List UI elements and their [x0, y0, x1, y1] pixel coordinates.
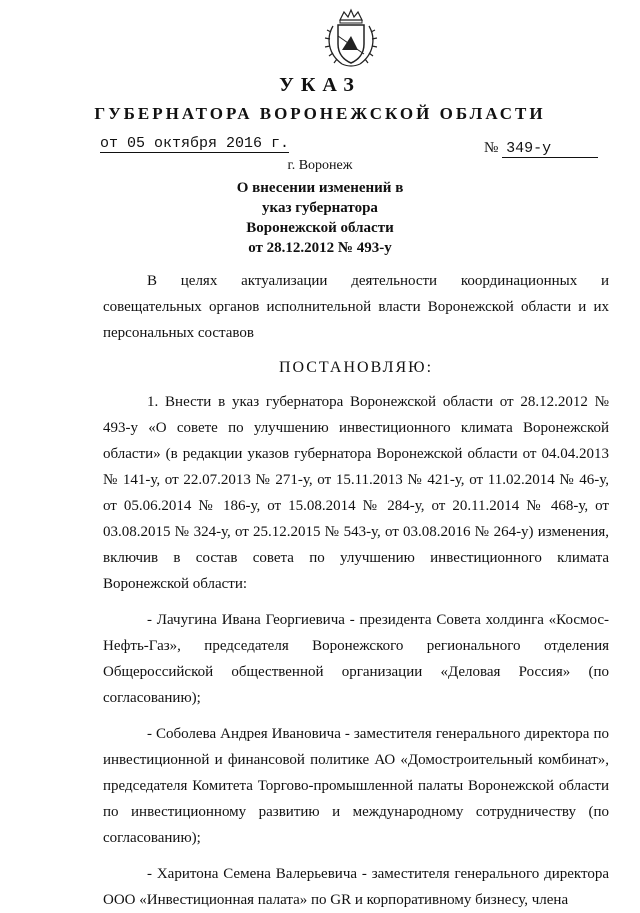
- member-paragraph: - Лачугина Ивана Георгиевича - президента Совета холдинга «Космос-Нефть-Газ», председателя Воронежского регионального отделения Общероссийской общественной организации «Деловая Россия» (по согласованию);: [103, 612, 609, 706]
- member-paragraph: - Харитона Семена Валерьевича - заместителя генерального директора ООО «Инвестиционная палата» по GR и корпоративному бизнесу, члена: [103, 866, 609, 908]
- item-paragraph: 1. Внести в указ губернатора Воронежской области от 28.12.2012 № 493-у «О совете по улучшению инвестиционного климата Воронежской области» (в редакции указов губернатора Воронежской области от 04.04.2013 № 141-у, от 22.07.2013 № 271-у, от 15.11.2013 № 421-у, от 11.02.2014 № 46-у, от 05.06.2014 № 186-у, от 15.08.2014 № 284-у, от 20.11.2014 № 468-у, от 03.08.2015 № 324-у, от 25.12.2015 № 543-у, от 03.08.2016 № 264-у) изменения, включив в состав совета по улучшению инвестиционного климата Воронежской области:: [103, 394, 609, 592]
- decree-date-text: от 05 октября 2016 г.: [100, 135, 290, 152]
- subject-line: указ губернатора: [262, 200, 378, 216]
- city: г. Воронеж: [287, 158, 353, 173]
- number-value: 349-у: [502, 140, 598, 158]
- number-prefix: №: [484, 140, 499, 156]
- decree-subject: [0, 178, 640, 258]
- decree-word: ПОСТАНОВЛЯЮ:: [278, 359, 434, 376]
- decree-number: [484, 140, 598, 158]
- subject-line: от 28.12.2012 № 493-у: [248, 240, 392, 256]
- decree-body: [103, 268, 609, 913]
- document-subtitle: ГУБЕРНАТОРА ВОРОНЕЖСКОЙ ОБЛАСТИ: [94, 104, 546, 123]
- document-title: УКАЗ: [279, 74, 361, 96]
- voronezh-coat-of-arms-icon: [318, 6, 384, 72]
- subject-line: О внесении изменений в: [236, 180, 404, 196]
- subject-line: Воронежской области: [246, 220, 394, 236]
- member-paragraph: - Соболева Андрея Ивановича - заместителя генерального директора по инвестиционной и финансовой политике АО «Домостроительный комбинат», председателя Комитета Торгово-промышленной палаты Воронежской области по инвестиционному развитию и международному сотрудничеству (по согласованию);: [103, 726, 609, 846]
- decree-date: [100, 135, 289, 152]
- preamble-paragraph: В целях актуализации деятельности координационных и совещательных органов исполнительной власти Воронежской области и их персональных составов: [103, 273, 609, 341]
